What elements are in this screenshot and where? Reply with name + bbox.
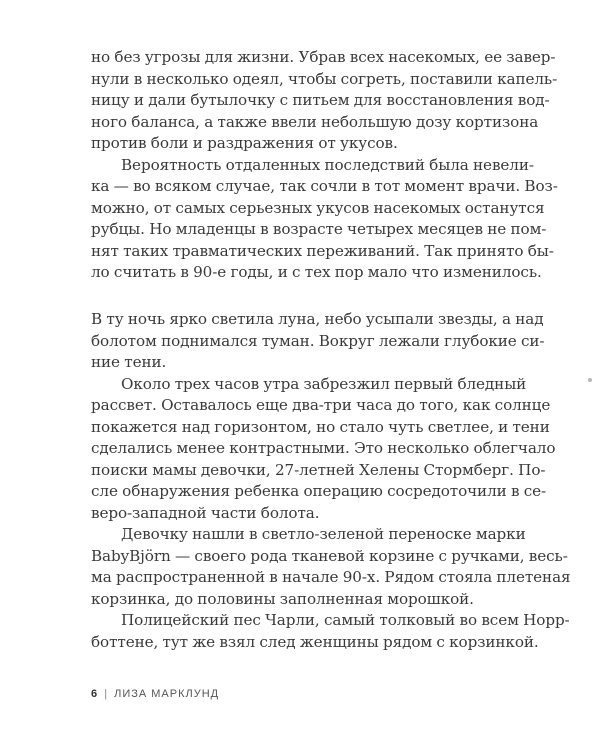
text-line: корзинка, до половины заполненная морошкой. — [91, 589, 474, 608]
text-line: нят таких травматических переживаний. Так принято бы- — [91, 241, 554, 260]
text-line: BabyBjörn — своего рода тканевой корзине с ручками, весь- — [91, 546, 568, 565]
text-line: нули в несколько одеял, чтобы согреть, поставили капель- — [91, 69, 558, 88]
paragraph-2 — [91, 155, 558, 284]
text-line: ло считать в 90-е годы, и с тех пор мало что изменилось. — [91, 263, 542, 281]
scan-dot-mark — [588, 378, 592, 382]
text-line: сле обнаружения ребенка операцию сосредоточили в се- — [91, 482, 547, 500]
text-line: В ту ночь ярко светила луна, небо усыпали звезды, а над — [91, 310, 544, 328]
text-line: Вероятность отдаленных последствий была невели- — [121, 155, 534, 174]
text-line: поиски мамы девочки, 27-летней Хелены Стормберг. По- — [91, 460, 546, 479]
text-line: болотом поднимался туман. Вокруг лежали глубокие си- — [91, 331, 545, 350]
running-head-author: ЛИЗА МАРКЛУНД — [114, 688, 220, 700]
text-line: ницу и дали бутылочку с питьем для восстановления вод- — [91, 91, 550, 109]
paragraph-6 — [91, 610, 570, 653]
page-footer — [91, 688, 219, 700]
text-line: Около трех часов утра забрезжил первый бледный — [121, 374, 527, 393]
text-line: сделались менее контрастными. Это несколько облегчало — [91, 439, 556, 457]
text-line: но без угрозы для жизни. Убрав всех насекомых, ее завер- — [91, 48, 556, 66]
paragraph-3 — [91, 309, 545, 374]
footer-separator: | — [104, 688, 109, 700]
paragraph-5 — [91, 524, 571, 610]
text-line: ного баланса, а также ввели небольшую дозу кортизона — [91, 112, 539, 131]
text-line: рубцы. Но младенцы в возрасте четырех месяцев не пом- — [91, 220, 547, 238]
text-line: боттене, тут же взял след женщины рядом с корзинкой. — [91, 632, 539, 651]
text-line: против боли и раздражения от укусов. — [91, 134, 398, 152]
text-line: ма распространенной в начале 90-х. Рядом стояла плетеная — [91, 568, 571, 586]
text-line: веро-западной части болота. — [91, 503, 320, 522]
text-line: Полицейский пес Чарли, самый толковый во всем Норр- — [121, 611, 570, 629]
text-section-1 — [91, 47, 558, 284]
text-line: можно, от самых серьезных укусов насекомых останутся — [91, 198, 545, 217]
text-line: ние тени. — [91, 353, 167, 371]
text-line: Девочку нашли в светло-зеленой переноске марки — [121, 525, 526, 543]
paragraph-1 — [91, 47, 558, 155]
text-line: ка — во всяком случае, так сочли в тот момент врачи. Воз- — [91, 177, 558, 195]
paragraph-4 — [91, 374, 556, 525]
page-number: 6 — [91, 688, 99, 700]
text-section-2 — [91, 309, 571, 653]
text-line: покажется над горизонтом, но стало чуть светлее, и тени — [91, 417, 550, 436]
text-line: рассвет. Оставалось еще два-три часа до того, как солнце — [91, 396, 551, 414]
